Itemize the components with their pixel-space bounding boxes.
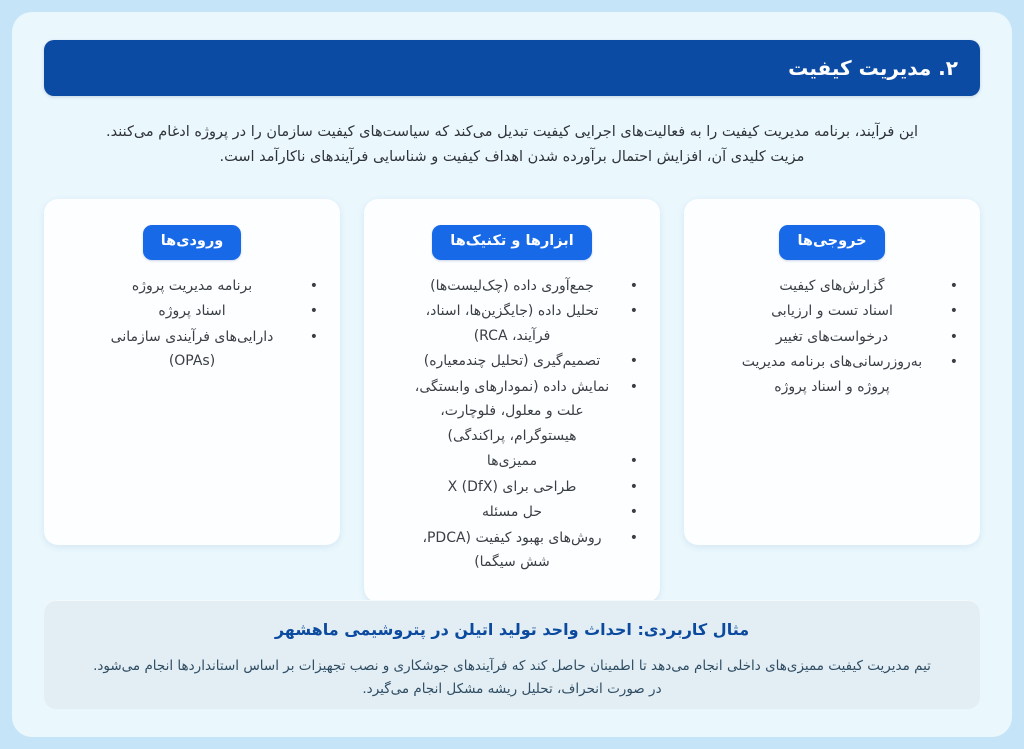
- badge-row-inputs: [60, 225, 324, 260]
- list-item-label: حل مسئله: [481, 504, 543, 521]
- list-item-label: اسناد تست و ارزیابی: [771, 303, 893, 320]
- list-item-label: گزارش‌های کیفیت: [779, 277, 885, 294]
- list-item: [380, 526, 644, 575]
- list-item: [380, 449, 644, 474]
- list-item-label: تحلیل داده (جایگزین‌ها، اسناد، فرآیند، RCA): [425, 303, 599, 344]
- badge-row-outputs: [700, 225, 964, 260]
- section-header-bar: [44, 40, 980, 96]
- list-item: [380, 349, 644, 374]
- card-inputs: [44, 199, 340, 545]
- list-item-label: برنامه مدیریت پروژه: [131, 277, 253, 294]
- card-tools-and-techniques: [364, 199, 660, 602]
- applied-example-title: مثال کاربردی: احداث واحد تولید اتیلن در پتروشیمی ماهشهر: [274, 620, 750, 639]
- list-item-label: نمایش داده (نمودارهای وابستگی، علت و معلول، فلوچارت، هیستوگرام، پراکندگی): [414, 378, 610, 444]
- applied-example-box: [44, 600, 980, 709]
- list-item: [60, 299, 324, 324]
- badge-row-tools: [380, 225, 644, 260]
- list-item-label: جمع‌آوری داده (چک‌لیست‌ها): [430, 277, 594, 294]
- list-item: [380, 299, 644, 348]
- list-item-label: به‌روزرسانی‌های برنامه مدیریت پروژه و اسناد پروژه: [741, 354, 923, 395]
- list-item-label: درخواست‌های تغییر: [775, 328, 889, 345]
- list-item: [380, 500, 644, 525]
- list-item: [700, 274, 964, 299]
- badge-outputs: خروجی‌ها: [779, 225, 884, 260]
- applied-example-body: تیم مدیریت کیفیت ممیزی‌های داخلی انجام می‌دهد تا اطمینان حاصل کند که فرآیندهای جوشکاری و نصب تجهیزات بر اساس استانداردها انجام می‌شود. در صورت انحراف، تحلیل ریشه مشکل انجام می‌گیرد.: [93, 657, 931, 698]
- card-outputs: [684, 199, 980, 545]
- list-item-label: ممیزی‌ها: [486, 453, 538, 470]
- list-item: [700, 325, 964, 350]
- list-item: [60, 274, 324, 299]
- list-item: [700, 350, 964, 399]
- list-item-label: روش‌های بهبود کیفیت (PDCA، شش سیگما): [422, 529, 602, 571]
- list-item: [380, 475, 644, 500]
- list-item-label: دارایی‌های فرآیندی سازمانی (OPAs): [110, 328, 274, 370]
- list-item: [700, 299, 964, 324]
- list-item-label: اسناد پروژه: [158, 303, 226, 320]
- page-title: ۲. مدیریت کیفیت: [788, 56, 958, 80]
- list-tools-and-techniques: [380, 274, 644, 575]
- content-panel: [12, 12, 1012, 737]
- badge-inputs: ورودی‌ها: [143, 225, 242, 260]
- section-description: این فرآیند، برنامه مدیریت کیفیت را به فعالیت‌های اجرایی کیفیت تبدیل می‌کند که سیاست‌های کیفیت سازمان را در پروژه ادغام می‌کنند. مزیت کلیدی آن، افزایش احتمال برآورده شدن اهداف کیفیت و شناسایی فرآیندهای ناکارآمد است.: [105, 124, 919, 166]
- list-item-label: طراحی برای X (DfX): [447, 478, 577, 495]
- list-inputs: [60, 274, 324, 374]
- badge-tools-and-techniques: ابزارها و تکنیک‌ها: [432, 225, 591, 260]
- cards-row: [44, 199, 980, 602]
- list-item-label: تصمیم‌گیری (تحلیل چندمعیاره): [423, 353, 601, 370]
- list-outputs: [700, 274, 964, 400]
- list-item: [380, 375, 644, 449]
- list-item: [60, 325, 324, 374]
- list-item: [380, 274, 644, 299]
